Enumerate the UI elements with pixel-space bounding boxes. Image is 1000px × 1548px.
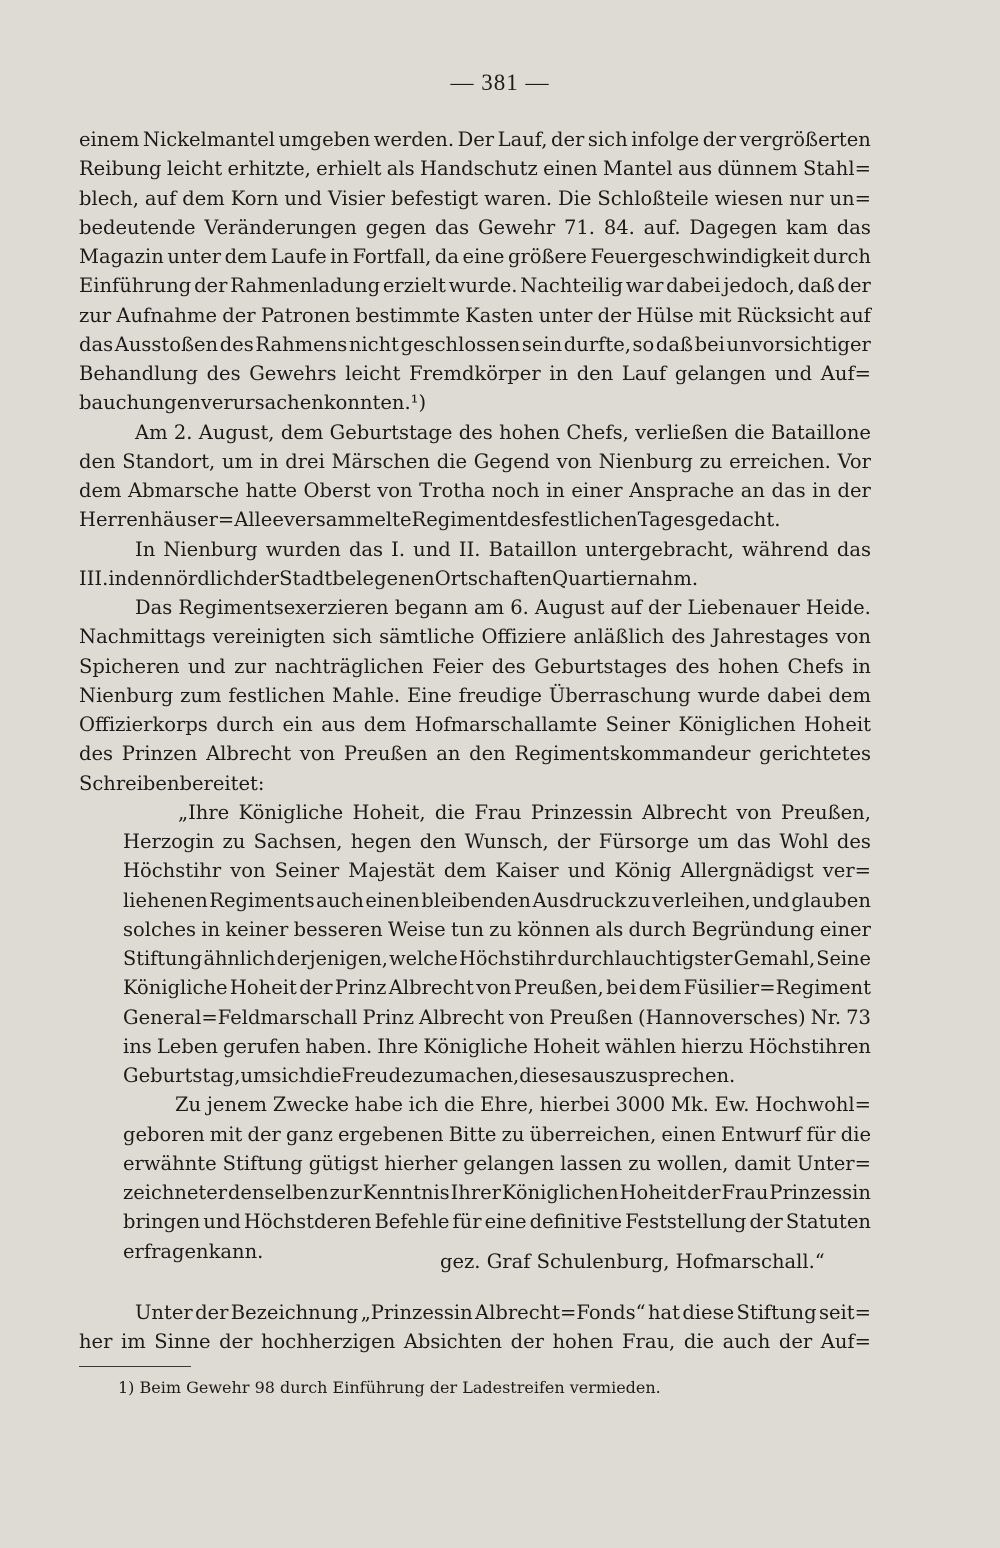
quote-line: Höchstihr von Seiner Majestät dem Kaiser und König Allergnädigst ver= (123, 859, 871, 883)
quote-line: „Ihre Königliche Hoheit, die Frau Prinzessin Albrecht von Preußen, (178, 800, 871, 824)
text-line: dem Abmarsche hatte Oberst von Trotha noch in einer Ansprache an das in der (79, 479, 871, 502)
text-line: Behandlung des Gewehrs leicht Fremdkörper in den Lauf gelangen und Auf= (79, 362, 871, 385)
text-line: Offizierkorps durch ein aus dem Hofmarschallamte Seiner Königlichen Hoheit (79, 713, 871, 736)
body-text (79, 125, 871, 1266)
text-line: des Prinzen Albrecht von Preußen an den Regimentskommandeur gerichtetes (79, 742, 871, 766)
text-line: Reibung leicht erhitzte, erhielt als Handschutz einen Mantel aus dünnem Stahl= (79, 157, 871, 181)
text-line: blech, auf dem Korn und Visier befestigt waren. Die Schloßteile wiesen nur un= (79, 186, 871, 210)
signature-line: gez. Graf Schulenburg, Hofmarschall.“ (440, 1250, 825, 1273)
text-line: Das Regimentsexerzieren begann am 6. August auf der Liebenauer Heide. (135, 596, 871, 619)
text-line: Herrenhäuser=Allee versammelte Regiment des festlichen Tages gedacht. (79, 508, 781, 532)
quote-line: erwähnte Stiftung gütigst hierher gelangen lassen zu wollen, damit Unter= (123, 1151, 871, 1175)
text-line: bedeutende Veränderungen gegen das Gewehr 71. 84. auf. Dagegen kam das (79, 215, 871, 239)
page-number: — 381 — (450, 70, 550, 95)
quote-line: Geburtstag, um sich die Freude zu machen, dieses auszusprechen. (123, 1064, 736, 1087)
quote-line: Zu jenem Zwecke habe ich die Ehre, hierbei 3000 Mk. Ew. Hochwohl= (175, 1093, 871, 1117)
body-text-continued (79, 1298, 871, 1357)
text-line: Nienburg zum festlichen Mahle. Eine freudige Überraschung wurde dabei dem (79, 683, 871, 707)
quote-line: liehenen Regiments auch einen bleibenden Ausdruck zu verleihen, und glauben (123, 888, 871, 912)
footnote-rule (79, 1366, 191, 1367)
text-line: Am 2. August, dem Geburtstage des hohen Chefs, verließen die Bataillone (135, 420, 871, 444)
text-line: Nachmittags vereinigten sich sämtliche Offiziere anläßlich des Jahrestages von (79, 625, 871, 649)
quote-line: ins Leben gerufen haben. Ihre Königliche Hoheit wählen hierzu Höchstihren (123, 1034, 871, 1058)
quote-line: Stiftung ähnlich derjenigen, welche Höchstihr durchlauchtigster Gemahl, Seine (123, 947, 871, 970)
text-line: Magazin unter dem Laufe in Fortfall, da eine größere Feuergeschwindigkeit durch (79, 245, 871, 268)
quote-line: geboren mit der ganz ergebenen Bitte zu überreichen, einen Entwurf für die (123, 1122, 871, 1146)
quote-line: solches in keiner besseren Weise tun zu können als durch Begründung einer (123, 917, 871, 941)
text-line: In Nienburg wurden das I. und II. Bataillon untergebracht, während das (135, 537, 871, 561)
text-line: Unter der Bezeichnung „Prinzessin Albrecht=Fonds“ hat diese Stiftung seit= (135, 1301, 871, 1324)
quote-line: zeichneter denselben zur Kenntnis Ihrer Königlichen Hoheit der Frau Prinzessin (123, 1181, 871, 1204)
quote-line: Königliche Hoheit der Prinz Albrecht von Preußen, bei dem Füsilier=Regiment (123, 976, 871, 1000)
text-line: Einführung der Rahmenladung erzielt wurde. Nachteilig war dabei jedoch, daß der (79, 274, 871, 298)
footnote: 1) Beim Gewehr 98 durch Einführung der Ladestreifen vermieden. (118, 1378, 661, 1397)
text-line: her im Sinne der hochherzigen Absichten der hohen Frau, die auch der Auf= (79, 1330, 871, 1354)
text-line: Spicheren und zur nachträglichen Feier des Geburtstages des hohen Chefs in (79, 654, 871, 678)
text-line: einem Nickelmantel umgeben werden. Der Lauf, der sich infolge der vergrößerten (79, 128, 871, 151)
text-line: das Ausstoßen des Rahmens nicht geschlossen sein durfte, so daß bei unvorsichtiger (79, 332, 871, 356)
text-line: Schreiben bereitet: (79, 771, 265, 795)
text-line: III. in den nördlich der Stadt belegenen Ortschaften Quartier nahm. (79, 566, 699, 590)
text-line: bauchungen verursachen konnten.¹) (79, 391, 427, 415)
quote-line: General=Feldmarschall Prinz Albrecht von Preußen (Hannoversches) Nr. 73 (123, 1005, 871, 1029)
quote-line: bringen und Höchstderen Befehle für eine definitive Feststellung der Statuten (123, 1210, 871, 1234)
quote-line: Herzogin zu Sachsen, hegen den Wunsch, der Fürsorge um das Wohl des (123, 830, 871, 853)
text-line: zur Aufnahme der Patronen bestimmte Kasten unter der Hülse mit Rücksicht auf (79, 303, 871, 327)
quote-line: erfragen kann. (123, 1239, 264, 1263)
text-line: den Standort, um in drei Märschen die Gegend von Nienburg zu erreichen. Vor (79, 449, 871, 473)
